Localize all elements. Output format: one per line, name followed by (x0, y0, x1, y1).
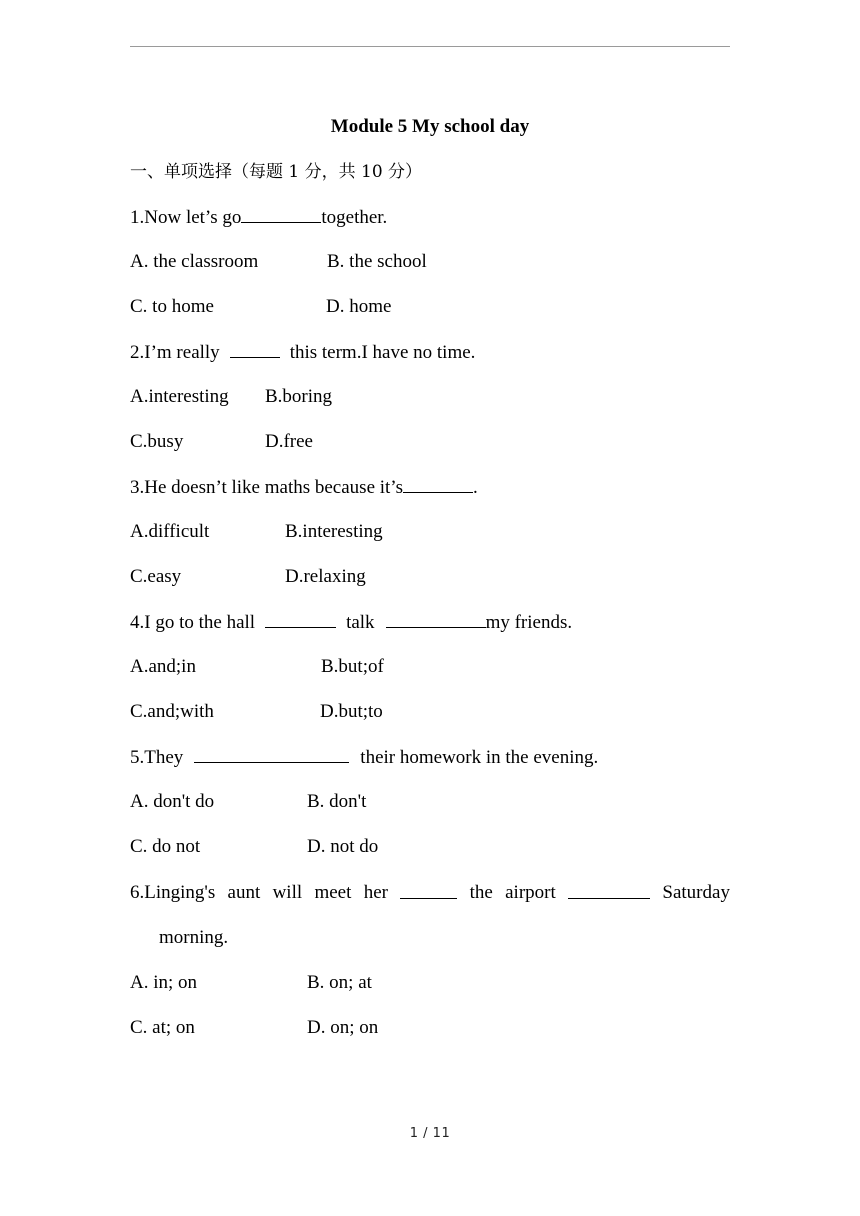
q2-option-a: A.interesting (130, 386, 229, 407)
q1-option-a: A. the classroom (130, 251, 259, 272)
question-1 (130, 205, 387, 230)
q1-option-c: C. to home (130, 296, 214, 317)
page-number: 1 / 11 (409, 1126, 451, 1141)
q3-option-a: A.difficult (130, 521, 210, 542)
q6-option-b: B. on; at (307, 972, 372, 993)
question-3 (130, 475, 478, 500)
question-6-word: meet (314, 882, 352, 903)
q2-option-d: D.free (265, 431, 313, 452)
q3-option-b: B.interesting (285, 521, 383, 542)
answer-blank (403, 475, 473, 493)
answer-blank (241, 205, 321, 223)
q4-option-b: B.but;of (321, 656, 384, 677)
question-4 (130, 610, 572, 635)
question-6 (130, 881, 730, 905)
question-5-text: 5.They (130, 747, 184, 768)
question-6-word: her (363, 882, 388, 903)
question-1-text: 1.Now let’s go (130, 207, 242, 228)
q4-option-d: D.but;to (320, 701, 383, 722)
q1-option-b: B. the school (327, 251, 427, 272)
question-5-text-end: their homework in the evening. (360, 747, 599, 768)
q3-option-c: C.easy (130, 566, 182, 587)
q4-option-a: A.and;in (130, 656, 196, 677)
question-1-text-end: together. (321, 207, 388, 228)
q4-option-c: C.and;with (130, 701, 214, 722)
question-5 (130, 745, 598, 770)
question-6-word: aunt (227, 882, 261, 903)
question-4-text: 4.I go to the hall (130, 612, 256, 633)
answer-blank (568, 881, 650, 899)
answer-blank (265, 610, 336, 628)
question-3-text-end: . (472, 477, 478, 498)
q2-option-c: C.busy (130, 431, 184, 452)
q3-option-d: D.relaxing (285, 566, 366, 587)
question-3-text: 3.He doesn’t like maths because it’s (130, 477, 403, 498)
q5-option-b: B. don't (307, 791, 367, 812)
page-title: Module 5 My school day (330, 116, 530, 137)
answer-blank (230, 340, 280, 358)
q5-option-c: C. do not (130, 836, 201, 857)
question-6-continuation: morning. (159, 927, 229, 948)
answer-blank (386, 610, 486, 628)
q5-option-d: D. not do (307, 836, 379, 857)
q6-option-a: A. in; on (130, 972, 198, 993)
question-6-word: the (469, 882, 493, 903)
q5-option-a: A. don't do (130, 791, 215, 812)
answer-blank (400, 881, 457, 899)
question-6-word: will (272, 882, 303, 903)
question-4-text-end: my friends. (485, 612, 573, 633)
question-2-text: 2.I’m really (130, 342, 220, 363)
question-6-word: airport (505, 882, 556, 903)
answer-blank (194, 745, 349, 763)
q6-option-c: C. at; on (130, 1017, 195, 1038)
q2-option-b: B.boring (265, 386, 333, 407)
q6-option-d: D. on; on (307, 1017, 379, 1038)
question-2-text-end: this term.I have no time. (289, 342, 476, 363)
q1-option-d: D. home (326, 296, 392, 317)
question-4-text-mid: talk (346, 612, 375, 633)
question-6-word: Saturday (662, 882, 730, 903)
header-rule (130, 46, 730, 47)
question-6-word: 6.Linging's (130, 882, 216, 903)
question-2 (130, 340, 475, 365)
section-heading: 一、单项选择（每题 1 分，共 10 分） (130, 162, 423, 182)
